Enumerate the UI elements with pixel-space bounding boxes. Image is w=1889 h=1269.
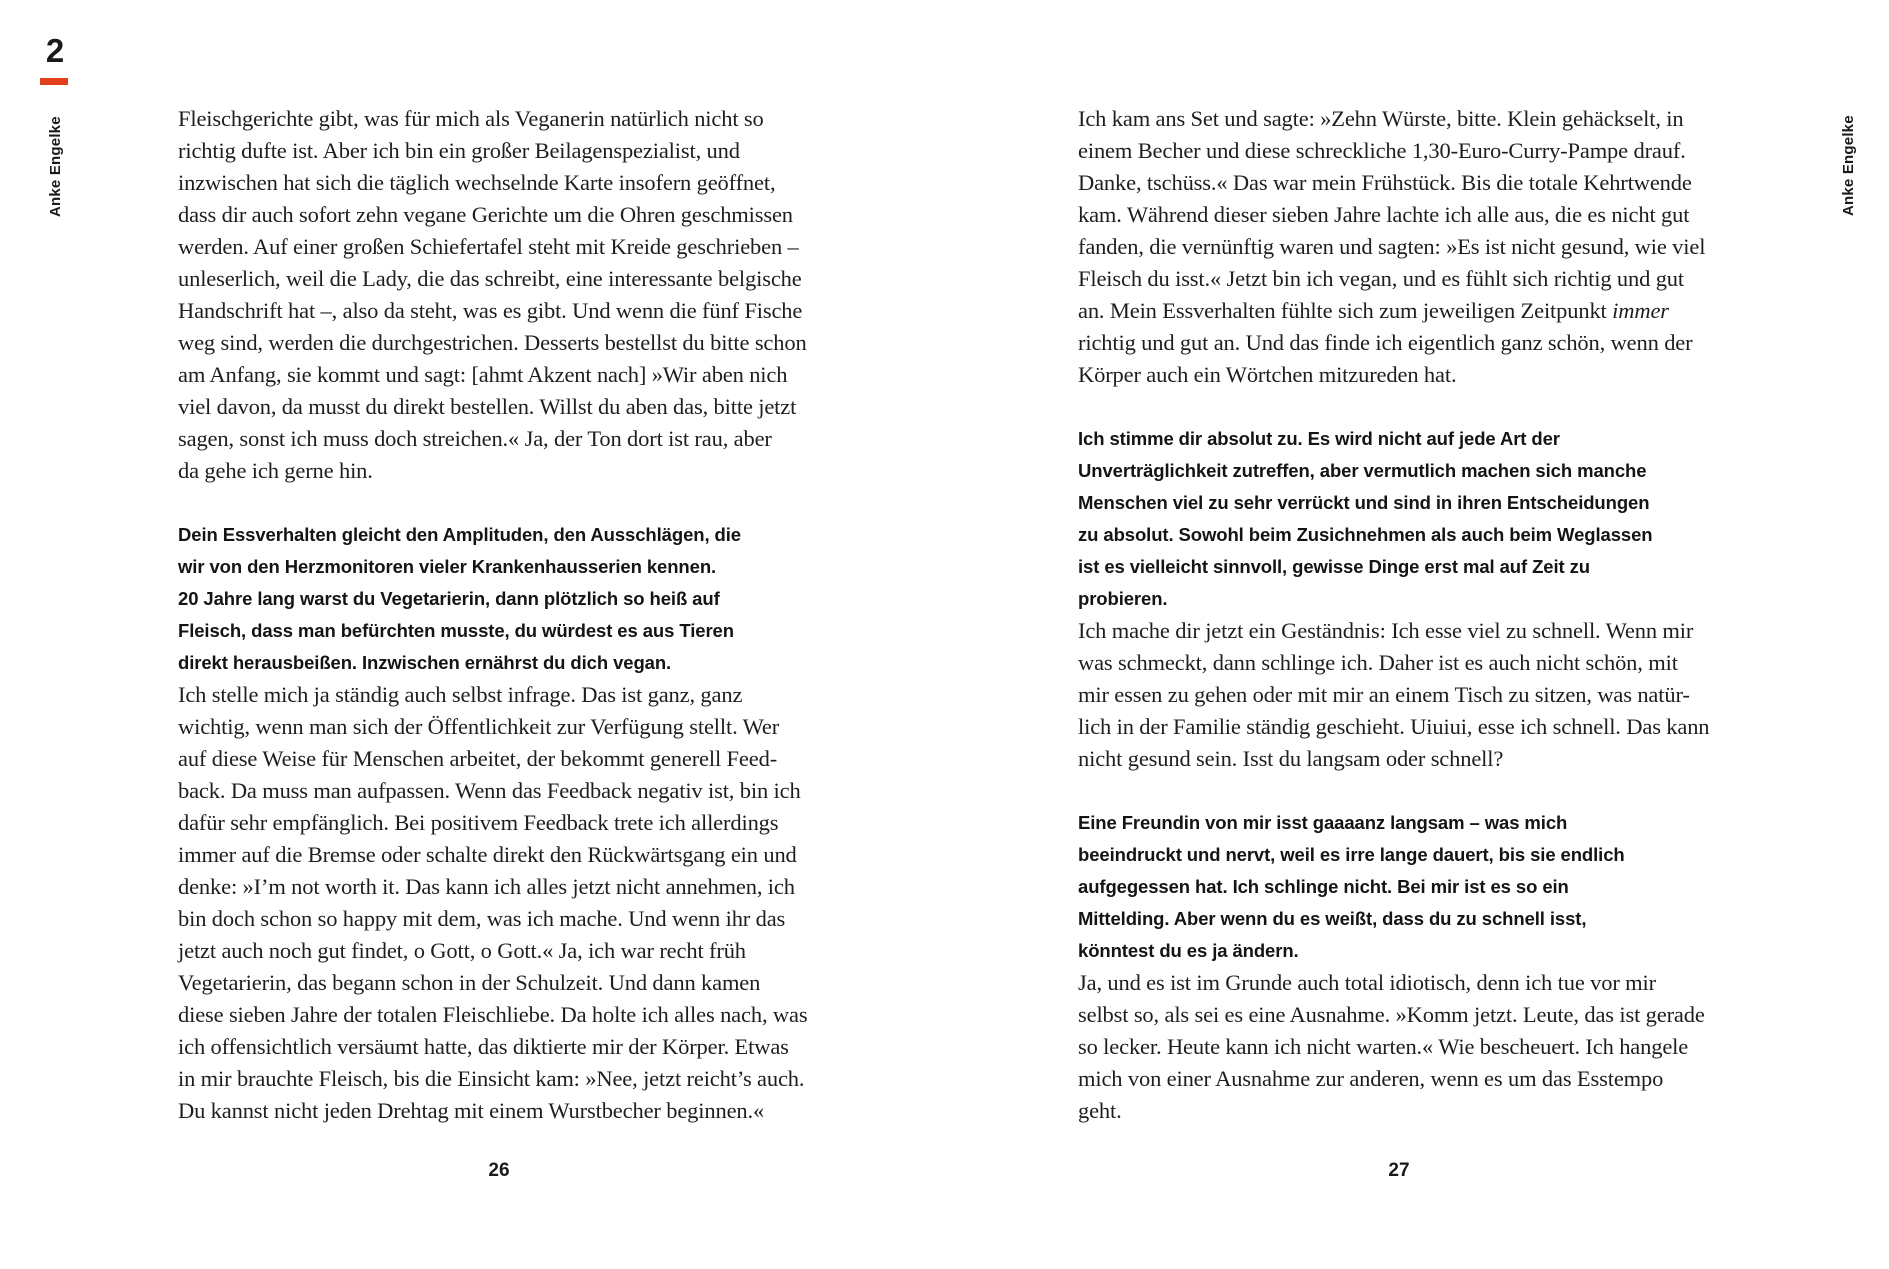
text-line: richtig dufte ist. Aber ich bin ein großer Beilagenspezialist, und bbox=[178, 138, 740, 163]
question-paragraph bbox=[1078, 423, 1728, 615]
question-line: Mittelding. Aber wenn du es weißt, dass du zu schnell isst, bbox=[1078, 908, 1587, 929]
page-number-right: 27 bbox=[1388, 1160, 1410, 1181]
paragraph-gap bbox=[178, 487, 828, 519]
question-line: Fleisch, dass man befürchten musste, du würdest es aus Tieren bbox=[178, 620, 734, 641]
question-paragraph bbox=[178, 519, 828, 679]
text-line: dafür sehr empfänglich. Bei positivem Feedback trete ich allerdings bbox=[178, 810, 779, 835]
text-line: ich offensichtlich versäumt hatte, das diktierte mir der Körper. Etwas bbox=[178, 1034, 789, 1059]
text-line: fanden, die vernünftig waren und sagten: »Es ist nicht gesund, wie viel bbox=[1078, 234, 1706, 259]
text-segment: an. Mein Essverhalten fühlte sich zum jeweiligen Zeitpunkt bbox=[1078, 298, 1613, 323]
chapter-number: 2 bbox=[45, 32, 65, 69]
answer-paragraph bbox=[1078, 967, 1728, 1127]
answer-paragraph bbox=[178, 103, 828, 487]
text-line: Ich mache dir jetzt ein Geständnis: Ich esse viel zu schnell. Wenn mir bbox=[1078, 618, 1694, 643]
text-line: selbst so, als sei es eine Ausnahme. »Komm jetzt. Leute, das ist gerade bbox=[1078, 1002, 1705, 1027]
question-line: 20 Jahre lang warst du Vegetarierin, dann plötzlich so heiß auf bbox=[178, 588, 720, 609]
text-line: Fleisch du isst.« Jetzt bin ich vegan, und es fühlt sich richtig und gut bbox=[1078, 266, 1684, 291]
question-line: beeindruckt und nervt, weil es irre lange dauert, bis sie endlich bbox=[1078, 844, 1625, 865]
question-line: Ich stimme dir absolut zu. Es wird nicht auf jede Art der bbox=[1078, 428, 1560, 449]
text-line: geht. bbox=[1078, 1098, 1122, 1123]
question-paragraph bbox=[1078, 807, 1728, 967]
text-line: mir essen zu gehen oder mit mir an einem Tisch zu sitzen, was natür- bbox=[1078, 682, 1690, 707]
text-line: wichtig, wenn man sich der Öffentlichkeit zur Verfügung stellt. Wer bbox=[178, 714, 780, 739]
text-line: Handschrift hat –, also da steht, was es gibt. Und wenn die fünf Fische bbox=[178, 298, 803, 323]
emphasis-word: immer bbox=[1612, 298, 1669, 323]
text-line: werden. Auf einer großen Schiefertafel steht mit Kreide geschrieben – bbox=[178, 234, 799, 259]
text-line: am Anfang, sie kommt und sagt: [ahmt Akzent nach] »Wir aben nich bbox=[178, 362, 788, 387]
question-line: Unverträglichkeit zutreffen, aber vermutlich machen sich manche bbox=[1078, 460, 1647, 481]
running-head-right: Anke Engelke bbox=[1840, 115, 1857, 216]
text-line: da gehe ich gerne hin. bbox=[178, 458, 373, 483]
text-line: Körper auch ein Wörtchen mitzureden hat. bbox=[1078, 362, 1457, 387]
page-number-left: 26 bbox=[488, 1160, 510, 1181]
answer-paragraph bbox=[1078, 103, 1728, 391]
question-line: Menschen viel zu sehr verrückt und sind in ihren Entscheidungen bbox=[1078, 492, 1650, 513]
text-line: nicht gesund sein. Isst du langsam oder schnell? bbox=[1078, 746, 1504, 771]
text-line: unleserlich, weil die Lady, die das schreibt, eine interessante belgische bbox=[178, 266, 802, 291]
text-line: viel davon, da musst du direkt bestellen. Willst du aben das, bitte jetzt bbox=[178, 394, 797, 419]
question-line: Dein Essverhalten gleicht den Amplituden, den Ausschlägen, die bbox=[178, 524, 741, 545]
text-line: inzwischen hat sich die täglich wechselnde Karte insofern geöffnet, bbox=[178, 170, 776, 195]
text-line: lich in der Familie ständig geschieht. Uiuiui, esse ich schnell. Das kann bbox=[1078, 714, 1710, 739]
text-line: bin doch schon so happy mit dem, was ich mache. Und wenn ihr das bbox=[178, 906, 786, 931]
left-page bbox=[0, 0, 944, 1269]
paragraph-gap bbox=[1078, 775, 1728, 807]
text-line: Ich kam ans Set und sagte: »Zehn Würste, bitte. Klein gehäckselt, in bbox=[1078, 106, 1684, 131]
text-line: diese sieben Jahre der totalen Fleischliebe. Da holte ich alles nach, was bbox=[178, 1002, 808, 1027]
question-line: direkt herausbeißen. Inzwischen ernährst du dich vegan. bbox=[178, 652, 672, 673]
question-line: Eine Freundin von mir isst gaaaanz langsam – was mich bbox=[1078, 812, 1568, 833]
text-line: Ich stelle mich ja ständig auch selbst infrage. Das ist ganz, ganz bbox=[178, 682, 743, 707]
text-line: richtig und gut an. Und das finde ich eigentlich ganz schön, wenn der bbox=[1078, 330, 1693, 355]
text-line: Danke, tschüss.« Das war mein Frühstück. Bis die totale Kehrtwende bbox=[1078, 170, 1692, 195]
paragraph-gap bbox=[1078, 391, 1728, 423]
text-line: weg sind, werden die durchgestrichen. Desserts bestellst du bitte schon bbox=[178, 330, 807, 355]
question-line: könntest du es ja ändern. bbox=[1078, 940, 1299, 961]
text-line bbox=[1078, 295, 1728, 327]
text-line: Du kannst nicht jeden Drehtag mit einem Wurstbecher beginnen.« bbox=[178, 1098, 765, 1123]
text-line: sagen, sonst ich muss doch streichen.« Ja, der Ton dort ist rau, aber bbox=[178, 426, 772, 451]
text-line: kam. Während dieser sieben Jahre lachte ich alle aus, die es nicht gut bbox=[1078, 202, 1690, 227]
text-line: dass dir auch sofort zehn vegane Gerichte um die Ohren geschmissen bbox=[178, 202, 793, 227]
text-line: jetzt auch noch gut findet, o Gott, o Gott.« Ja, ich war recht früh bbox=[178, 938, 746, 963]
text-line: Fleischgerichte gibt, was für mich als Veganerin natürlich nicht so bbox=[178, 106, 764, 131]
text-line: einem Becher und diese schreckliche 1,30-Euro-Curry-Pampe drauf. bbox=[1078, 138, 1686, 163]
right-text-column bbox=[1078, 103, 1728, 1127]
text-line: auf diese Weise für Menschen arbeitet, der bekommt generell Feed- bbox=[178, 746, 778, 771]
question-line: aufgegessen hat. Ich schlinge nicht. Bei mir ist es so ein bbox=[1078, 876, 1569, 897]
text-line: was schmeckt, dann schlinge ich. Daher ist es auch nicht schön, mit bbox=[1078, 650, 1678, 675]
text-line: Vegetarierin, das begann schon in der Schulzeit. Und dann kamen bbox=[178, 970, 761, 995]
text-line: mich von einer Ausnahme zur anderen, wenn es um das Esstempo bbox=[1078, 1066, 1664, 1091]
left-text-column bbox=[178, 103, 828, 1127]
text-line: immer auf die Bremse oder schalte direkt den Rückwärtsgang ein und bbox=[178, 842, 797, 867]
question-line: zu absolut. Sowohl beim Zusichnehmen als auch beim Weglassen bbox=[1078, 524, 1653, 545]
running-head-left: Anke Engelke bbox=[47, 116, 64, 217]
text-line: so lecker. Heute kann ich nicht warten.« Wie bescheuert. Ich hangele bbox=[1078, 1034, 1689, 1059]
text-line: Ja, und es ist im Grunde auch total idiotisch, denn ich tue vor mir bbox=[1078, 970, 1656, 995]
answer-paragraph bbox=[178, 679, 828, 1127]
text-line: in mir brauchte Fleisch, bis die Einsicht kam: »Nee, jetzt reicht’s auch. bbox=[178, 1066, 805, 1091]
right-page bbox=[944, 0, 1889, 1269]
answer-paragraph bbox=[1078, 615, 1728, 775]
question-line: wir von den Herzmonitoren vieler Krankenhausserien kennen. bbox=[178, 556, 717, 577]
text-line: back. Da muss man aufpassen. Wenn das Feedback negativ ist, bin ich bbox=[178, 778, 801, 803]
chapter-accent-bar bbox=[40, 78, 68, 85]
question-line: probieren. bbox=[1078, 588, 1168, 609]
question-line: ist es vielleicht sinnvoll, gewisse Dinge erst mal auf Zeit zu bbox=[1078, 556, 1590, 577]
text-line: denke: »I’m not worth it. Das kann ich alles jetzt nicht annehmen, ich bbox=[178, 874, 795, 899]
